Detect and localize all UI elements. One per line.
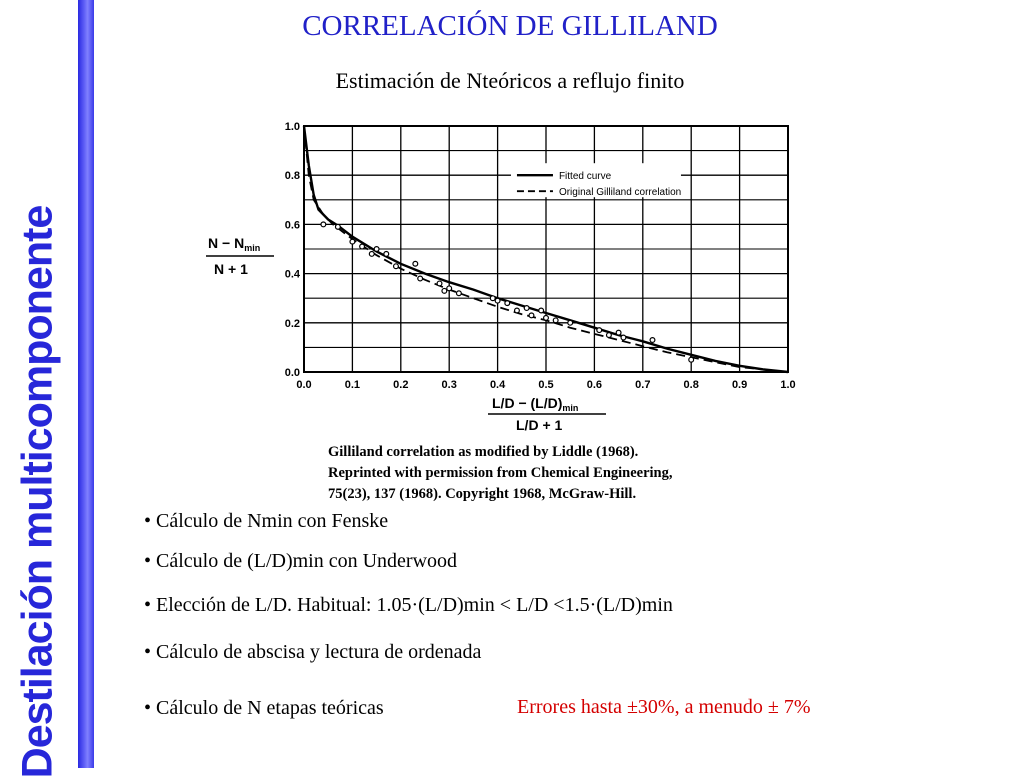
x-tick-label: 0.4 — [489, 379, 506, 391]
x-tick-label: 0.5 — [538, 379, 554, 391]
data-point — [621, 335, 626, 340]
caption-line-3: 75(23), 137 (1968). Copyright 1968, McGraw-Hill. — [328, 486, 637, 502]
y-label-denominator: N + 1 — [214, 261, 248, 277]
data-point — [437, 281, 442, 286]
y-label-subscript: min — [244, 243, 261, 253]
data-point — [335, 224, 340, 229]
x-label-numerator: $L/D - (L/D)_{min}$ — [492, 395, 579, 413]
data-point — [360, 244, 365, 249]
data-point — [495, 298, 500, 303]
x-tick-label: 0.3 — [441, 379, 457, 391]
y-tick-label: 0.2 — [284, 317, 300, 330]
caption-line-2: Reprinted with permission from Chemical Engineering, — [328, 465, 673, 481]
x-label-subscript: min — [562, 403, 579, 413]
data-point — [490, 296, 495, 301]
x-axis-label — [488, 395, 606, 433]
y-tick-label: 1.0 — [284, 121, 300, 133]
data-point — [544, 315, 549, 320]
chart-caption — [328, 444, 673, 502]
data-point — [529, 313, 534, 318]
error-note: Errores hasta ±30%, a menudo ± 7% — [517, 696, 811, 718]
data-point — [689, 357, 694, 362]
x-tick-label: 0.7 — [635, 379, 651, 391]
x-tick-label: 0.0 — [296, 379, 312, 391]
slide-subtitle: Estimación de Nteóricos a reflujo finito — [335, 68, 685, 93]
side-title: Destilación multicomponente — [13, 205, 62, 778]
data-point — [394, 264, 399, 269]
data-point — [447, 286, 452, 291]
data-point — [456, 291, 461, 296]
side-stripe — [78, 0, 94, 768]
data-point — [616, 330, 621, 335]
data-point — [321, 222, 326, 227]
x-tick-label: 1.0 — [780, 379, 796, 391]
data-point — [350, 239, 355, 244]
data-point — [650, 338, 655, 343]
y-axis-label — [206, 235, 274, 277]
data-point — [369, 252, 374, 257]
data-point — [539, 308, 544, 313]
bullet-underwood: • Cálculo de (L/D)min con Underwood — [144, 550, 458, 572]
x-tick-label: 0.2 — [393, 379, 409, 391]
x-tick-label: 0.8 — [683, 379, 699, 391]
data-point — [607, 333, 612, 338]
bullet-fenske: • Cálculo de Nmin con Fenske — [144, 510, 389, 532]
side-bar — [0, 0, 96, 778]
data-point — [568, 320, 573, 325]
data-point — [553, 318, 558, 323]
bullet-stages: • Cálculo de N etapas teóricas — [144, 697, 384, 719]
data-point — [505, 301, 510, 306]
y-tick-label: 0.4 — [284, 268, 300, 281]
x-label-denominator: L/D + 1 — [516, 417, 563, 433]
x-tick-label: 0.9 — [731, 379, 748, 391]
data-point — [374, 247, 379, 252]
bullet-reflux-choice: • Elección de L/D. Habitual: 1.05·(L/D)min < L/D <1.5·(L/D)min — [144, 594, 673, 616]
caption-line-1: Gilliland correlation as modified by Liddle (1968). — [328, 444, 639, 460]
gilliland-chart — [196, 110, 806, 510]
y-tick-label: 0.8 — [284, 170, 300, 183]
chart-legend — [511, 163, 681, 198]
y-tick-label: 0.0 — [284, 367, 300, 379]
legend-label-fitted: Fitted curve — [558, 171, 612, 183]
data-point — [442, 288, 447, 293]
data-point — [597, 328, 602, 333]
y-label-numerator: $N - N_{min}$ — [208, 235, 261, 253]
data-point — [515, 308, 520, 313]
bullet-abscissa: • Cálculo de abscisa y lectura de ordenada — [144, 641, 482, 663]
x-tick-label: 0.6 — [586, 379, 603, 391]
x-tick-label: 0.1 — [344, 379, 361, 391]
data-point — [384, 252, 389, 257]
data-point — [413, 261, 418, 266]
slide-title: CORRELACIÓN DE GILLILAND — [302, 10, 718, 42]
data-point — [524, 306, 529, 311]
y-tick-label: 0.6 — [284, 219, 300, 232]
chart-ticks — [285, 121, 796, 391]
data-point — [418, 276, 423, 281]
legend-label-original: Original Gilliland correlation — [558, 187, 682, 199]
